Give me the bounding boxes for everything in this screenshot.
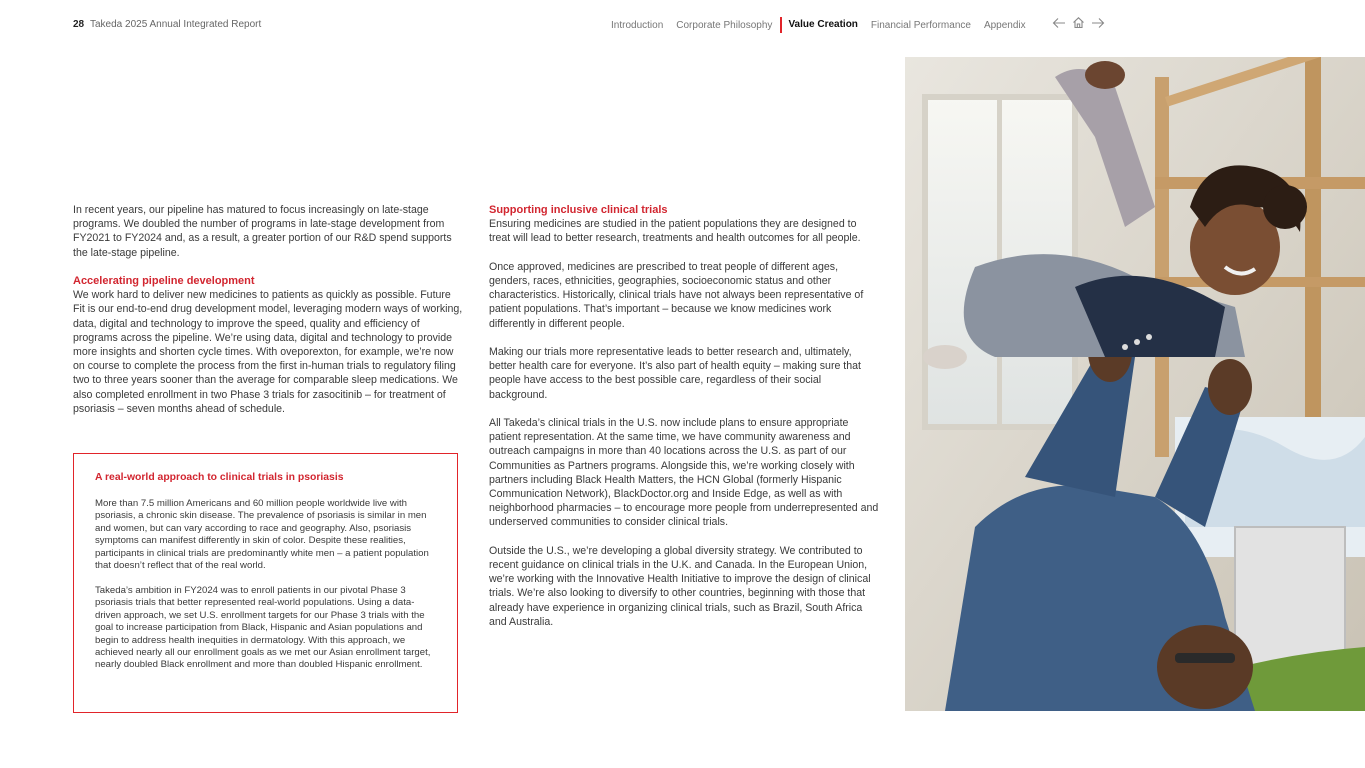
accelerating-pipeline-body: We work hard to deliver new medicines to patients as quickly as possible. Future Fit is our end-to-end drug development model, leveraging modern ways of working, data, digital and technology to improve the speed, quality and efficiency of programs across the pipeline. We’re using data, digital and technology to provide more insights and shorten cycle times. With oveporexton, for example, we’re now on course to complete the process from the first in-human trials to regulatory filing two to three years sooner than the average for comparable sleep medications. We also completed enrollment in two Phase 3 trials for zasocitinib – for treatment of psoriasis – seven months ahead of schedule.: [73, 289, 463, 415]
home-icon[interactable]: [1072, 16, 1085, 29]
father-lifting-child-photo: [905, 57, 1365, 711]
callout-paragraph-1: More than 7.5 million Americans and 60 million people worldwide live with psoriasis, a chronic skin disease. The prevalence of psoriasis is similar in men and women, but can vary according to race and geography. Also, psoriasis symptoms can manifest differently in skin of color. Despite these realities, participants in clinical trials are predominantly white men – a patient population that doesn’t reflect that of the real world.: [95, 498, 429, 572]
callout-paragraph-2: Takeda’s ambition in FY2024 was to enroll patients in our pivotal Phase 3 psoriasis trials that better represented real-world populations. Using a data-driven approach, we set U.S. enrollment targets for our Phase 3 trials with the goal to increase participation from Black, Hispanic and Asian populations and begin to address health inequities in dermatology. With this approach, we achieved nearly all our enrollment goals as we met our Asian enrollment target, nearly doubled Black enrollment and more than doubled Hispanic enrollment.: [95, 584, 431, 671]
inclusive-trials-paragraph-3: Making our trials more representative leads to better research and, ultimately, better health care for everyone. It’s also part of health equity – making sure that people have access to the best possible care, regardless of their social background.: [489, 346, 861, 401]
accelerating-pipeline-heading: Accelerating pipeline development: [73, 275, 255, 287]
inclusive-trials-paragraph-2: Once approved, medicines are prescribed to treat people of different ages, genders, races, ethnicities, geographies, socioeconomic status and other characteristics. Historically, clinical trials have not always been representative of patient populations. That’s important – because we know medicines work differently in different people.: [489, 260, 864, 330]
arrow-right-icon[interactable]: [1091, 17, 1105, 29]
nav-financial-performance[interactable]: Financial Performance: [870, 19, 971, 31]
inclusive-trials-heading: Supporting inclusive clinical trials: [489, 204, 668, 216]
nav-introduction[interactable]: Introduction: [611, 19, 664, 31]
report-title: Takeda 2025 Annual Integrated Report: [90, 19, 262, 30]
page-nav-icons: [1052, 16, 1111, 29]
nav-corporate-philosophy[interactable]: Corporate Philosophy: [676, 19, 773, 31]
psoriasis-callout-box: [73, 453, 458, 713]
callout-title: A real-world approach to clinical trials in psoriasis: [95, 472, 344, 483]
left-column: [73, 203, 463, 430]
right-column: [489, 203, 879, 643]
inclusive-trials-paragraph-1: Ensuring medicines are studied in the patient populations they are designed to treat will lead to better research, treatments and health outcomes for all people.: [489, 218, 861, 245]
nav-value-creation[interactable]: Value Creation: [780, 17, 857, 33]
section-nav: [611, 16, 1039, 34]
page-number: 28: [73, 19, 85, 30]
intro-paragraph: In recent years, our pipeline has matured to focus increasingly on late-stage programs. We doubled the number of programs in late-stage development from FY2021 to FY2024 and, as a result, a greater portion of our R&D spend supports the late-stage pipeline.: [73, 204, 452, 259]
nav-appendix[interactable]: Appendix: [983, 19, 1026, 31]
top-navigation-bar: [0, 0, 1365, 50]
inclusive-trials-paragraph-5: Outside the U.S., we’re developing a global diversity strategy. We contributed to recent guidance on clinical trials in the U.K. and Canada. In the European Union, we’re working with the Innovative Health Initiative to improve the design of clinical trials. We’re also looking to diversify to other countries, beginning with those that already have experience in organizing clinical trials, such as Brazil, South Africa and Australia.: [489, 544, 871, 628]
arrow-left-icon[interactable]: [1052, 17, 1066, 29]
inclusive-trials-paragraph-4: All Takeda’s clinical trials in the U.S. now include plans to ensure appropriate patient representation. At the same time, we have community awareness and outreach campaigns in more than 40 locations across the U.S. as part of our Communities as Partners programs. Alongside this, we’re working closely with partners including Black Health Matters, the HCN Global (formerly Hispanic Communication Network), BlackDoctor.org and Inside Edge, as well as with neighborhood pharmacies – to encourage more people from underrepresented and underserved communities to consider clinical trials.: [489, 417, 879, 529]
